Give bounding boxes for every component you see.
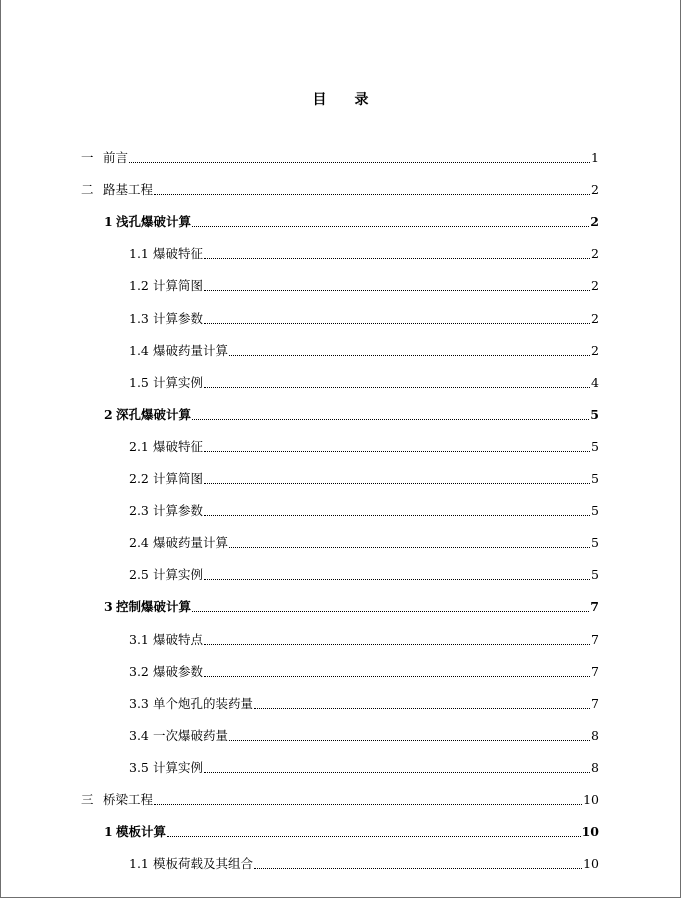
toc-entry-number: 3.1 (129, 631, 149, 647)
toc-entry-page-number: 8 (591, 759, 599, 775)
toc-entry-page-number: 5 (591, 535, 599, 551)
toc-entry-number: 2.4 (129, 535, 149, 551)
toc-entry[interactable] (129, 692, 599, 712)
toc-entry-page-number: 10 (583, 856, 599, 872)
toc-entry-label: 计算参数 (153, 503, 204, 519)
toc-entry[interactable] (129, 628, 599, 648)
toc-entry-page-number: 7 (590, 599, 599, 615)
dot-leader (204, 322, 590, 324)
dot-leader (204, 482, 590, 484)
dot-leader (192, 610, 589, 612)
dot-leader (204, 514, 590, 516)
title-char-2: 录 (354, 92, 369, 108)
dot-leader (254, 707, 590, 709)
dot-leader (204, 771, 590, 773)
dot-leader (154, 193, 590, 195)
toc-entry-label: 计算简图 (153, 278, 204, 294)
toc-entry-number: 1 (104, 214, 113, 230)
toc-entry-label: 模板荷载及其组合 (153, 856, 254, 872)
toc-entry-page-number: 4 (591, 374, 599, 390)
toc-entry-number: 二 (81, 182, 94, 198)
toc-entry-label: 浅孔爆破计算 (116, 214, 192, 230)
toc-entry[interactable] (81, 788, 599, 808)
toc-entry[interactable] (104, 595, 599, 615)
toc-entry-label: 计算简图 (153, 471, 204, 486)
toc-entry-label: 模板计算 (116, 824, 167, 840)
dot-leader (129, 161, 590, 163)
dot-leader (154, 803, 582, 805)
toc-entry-number: 2.5 (129, 567, 149, 583)
toc-entry-number: 1.5 (129, 374, 149, 390)
toc-entry-label: 爆破药量计算 (153, 342, 229, 358)
toc-entry-page-number: 5 (591, 438, 599, 454)
toc-entry-number: 1.4 (129, 342, 149, 358)
toc-entry-number: 3.4 (129, 727, 149, 743)
toc-entry-label: 路基工程 (103, 182, 154, 198)
toc-entry[interactable] (129, 307, 599, 327)
toc-entry[interactable] (129, 563, 599, 583)
toc-entry-page-number: 2 (591, 246, 599, 262)
dot-leader (204, 450, 590, 452)
toc-entry-page-number: 7 (591, 695, 599, 711)
toc-entry[interactable] (81, 146, 599, 166)
toc-entry-page-number: 2 (591, 182, 599, 198)
toc-entry-label: 爆破药量计算 (153, 535, 229, 551)
dot-leader (204, 386, 590, 388)
toc-entry[interactable] (129, 274, 599, 294)
toc-entry-page-number: 5 (590, 406, 599, 422)
toc-entry[interactable] (81, 178, 599, 198)
toc-entry-page-number: 2 (591, 278, 599, 294)
title-char-1: 目 (312, 92, 327, 108)
toc-entry-number: 3.3 (129, 695, 149, 711)
toc-entry-number: 3.5 (129, 759, 149, 775)
toc-entry-page-number: 5 (591, 471, 599, 486)
toc-entry-number: 1.1 (129, 856, 149, 872)
toc-entry-label: 计算参数 (153, 310, 204, 326)
dot-leader (167, 835, 581, 837)
toc-entry[interactable] (129, 756, 599, 776)
dot-leader (229, 546, 590, 548)
dot-leader (229, 354, 590, 356)
toc-entry-page-number: 2 (591, 342, 599, 358)
toc-entry-label: 计算实例 (153, 759, 204, 775)
toc-entry[interactable] (129, 724, 599, 744)
toc-entry-label: 前言 (103, 150, 129, 165)
dot-leader (229, 739, 590, 741)
toc-entry[interactable] (104, 403, 599, 423)
toc-entry-label: 爆破参数 (153, 663, 204, 679)
toc-entry-page-number: 10 (583, 792, 599, 807)
toc-entry[interactable] (129, 852, 599, 872)
toc-entry[interactable] (129, 499, 599, 519)
toc-entry-label: 桥梁工程 (103, 792, 154, 807)
toc-entry-label: 爆破特点 (153, 631, 204, 647)
toc-entry[interactable] (129, 435, 599, 455)
toc-entry-number: 3.2 (129, 663, 149, 679)
toc-entry-number: 1.3 (129, 310, 149, 326)
toc-entry-label: 单个炮孔的装药量 (153, 695, 254, 711)
dot-leader (192, 418, 589, 420)
toc-entry-number: 1.1 (129, 246, 149, 262)
toc-entry-page-number: 7 (591, 631, 599, 647)
toc-entry[interactable] (104, 820, 599, 840)
toc-entry-number: 三 (81, 792, 94, 807)
toc-entry[interactable] (129, 339, 599, 359)
dot-leader (254, 867, 582, 869)
toc-entry[interactable] (129, 531, 599, 551)
toc-entry-label: 计算实例 (153, 374, 204, 390)
toc-entry-number: 2 (104, 406, 113, 422)
dot-leader (204, 289, 590, 291)
toc-entry-page-number: 2 (591, 310, 599, 326)
dot-leader (204, 643, 590, 645)
toc-entry-number: 2.2 (129, 471, 149, 486)
page-title (1, 89, 680, 109)
toc-entry-number: 2.1 (129, 438, 149, 454)
toc-entry-label: 一次爆破药量 (153, 727, 229, 743)
toc-entry-number: 1.2 (129, 278, 149, 294)
toc-entry-label: 控制爆破计算 (116, 599, 192, 615)
toc-entry[interactable] (129, 660, 599, 680)
toc-entry-number: 2.3 (129, 503, 149, 519)
toc-entry-number: 1 (104, 824, 113, 840)
toc-entry-page-number: 5 (591, 503, 599, 519)
toc-entry-label: 爆破特征 (153, 246, 204, 262)
toc-entry[interactable] (104, 210, 599, 230)
toc-entry[interactable] (129, 371, 599, 391)
toc-entry-label: 深孔爆破计算 (116, 406, 192, 422)
toc-entry-page-number: 1 (591, 150, 599, 165)
toc-entry[interactable] (129, 242, 599, 262)
toc-entry-page-number: 10 (581, 824, 599, 840)
dot-leader (204, 675, 590, 677)
dot-leader (192, 225, 589, 227)
toc-entry-label: 计算实例 (153, 567, 204, 583)
toc-entry-page-number: 8 (591, 727, 599, 743)
toc-entry-label: 爆破特征 (153, 438, 204, 454)
dot-leader (204, 257, 590, 259)
toc-entry-number: 3 (104, 599, 113, 615)
toc-entry-page-number: 5 (591, 567, 599, 583)
toc-entry[interactable] (129, 467, 599, 487)
toc-entry-number: 一 (81, 150, 94, 165)
toc-entry-page-number: 7 (591, 663, 599, 679)
toc-entry-page-number: 2 (590, 214, 599, 230)
dot-leader (204, 578, 590, 580)
